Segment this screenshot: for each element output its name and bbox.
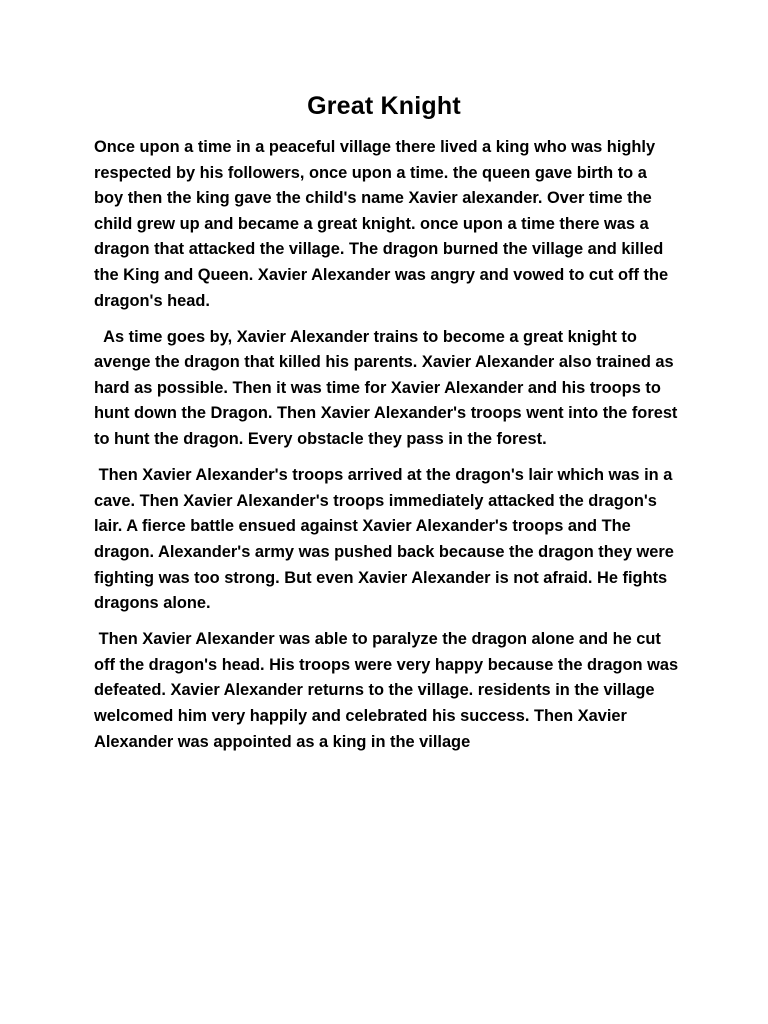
paragraph-3: Then Xavier Alexander's troops arrived at the dragon's lair which was in a cave. Then Xavier Alexander's troops immediately attacked the dragon's lair. A fierce battle ensued against Xavier Alexander's troops and The dragon. Alexander's army was pushed back because the dragon they were fighting was too strong. But even Xavier Alexander is not afraid. He fights dragons alone. <box>94 466 679 613</box>
document-title: Great Knight <box>307 92 461 120</box>
paragraph-2: As time goes by, Xavier Alexander trains to become a great knight to avenge the dragon that killed his parents. Xavier Alexander also trained as hard as possible. Then it was time for Xavier Alexander and his troops to hunt down the Dragon. Then Xavier Alexander's troops went into the forest to hunt the dragon. Every obstacle they pass in the forest. <box>94 327 682 449</box>
paragraph-4: Then Xavier Alexander was able to paralyze the dragon alone and he cut off the dragon's head. His troops were very happy because the dragon was defeated. Xavier Alexander returns to the village. residents in the village welcomed him very happily and celebrated his success. Then Xavier Alexander was appointed as a king in the village <box>94 630 683 751</box>
document-body <box>94 135 683 766</box>
paragraph-1: Once upon a time in a peaceful village there lived a king who was highly respected by his followers, once upon a time. the queen gave birth to a boy then the king gave the child's name Xavier alexander. Over time the child grew up and became a great knight. once upon a time there was a dragon that attacked the village. The dragon burned the village and killed the King and Queen. Xavier Alexander was angry and vowed to cut off the dragon's head. <box>94 138 673 310</box>
